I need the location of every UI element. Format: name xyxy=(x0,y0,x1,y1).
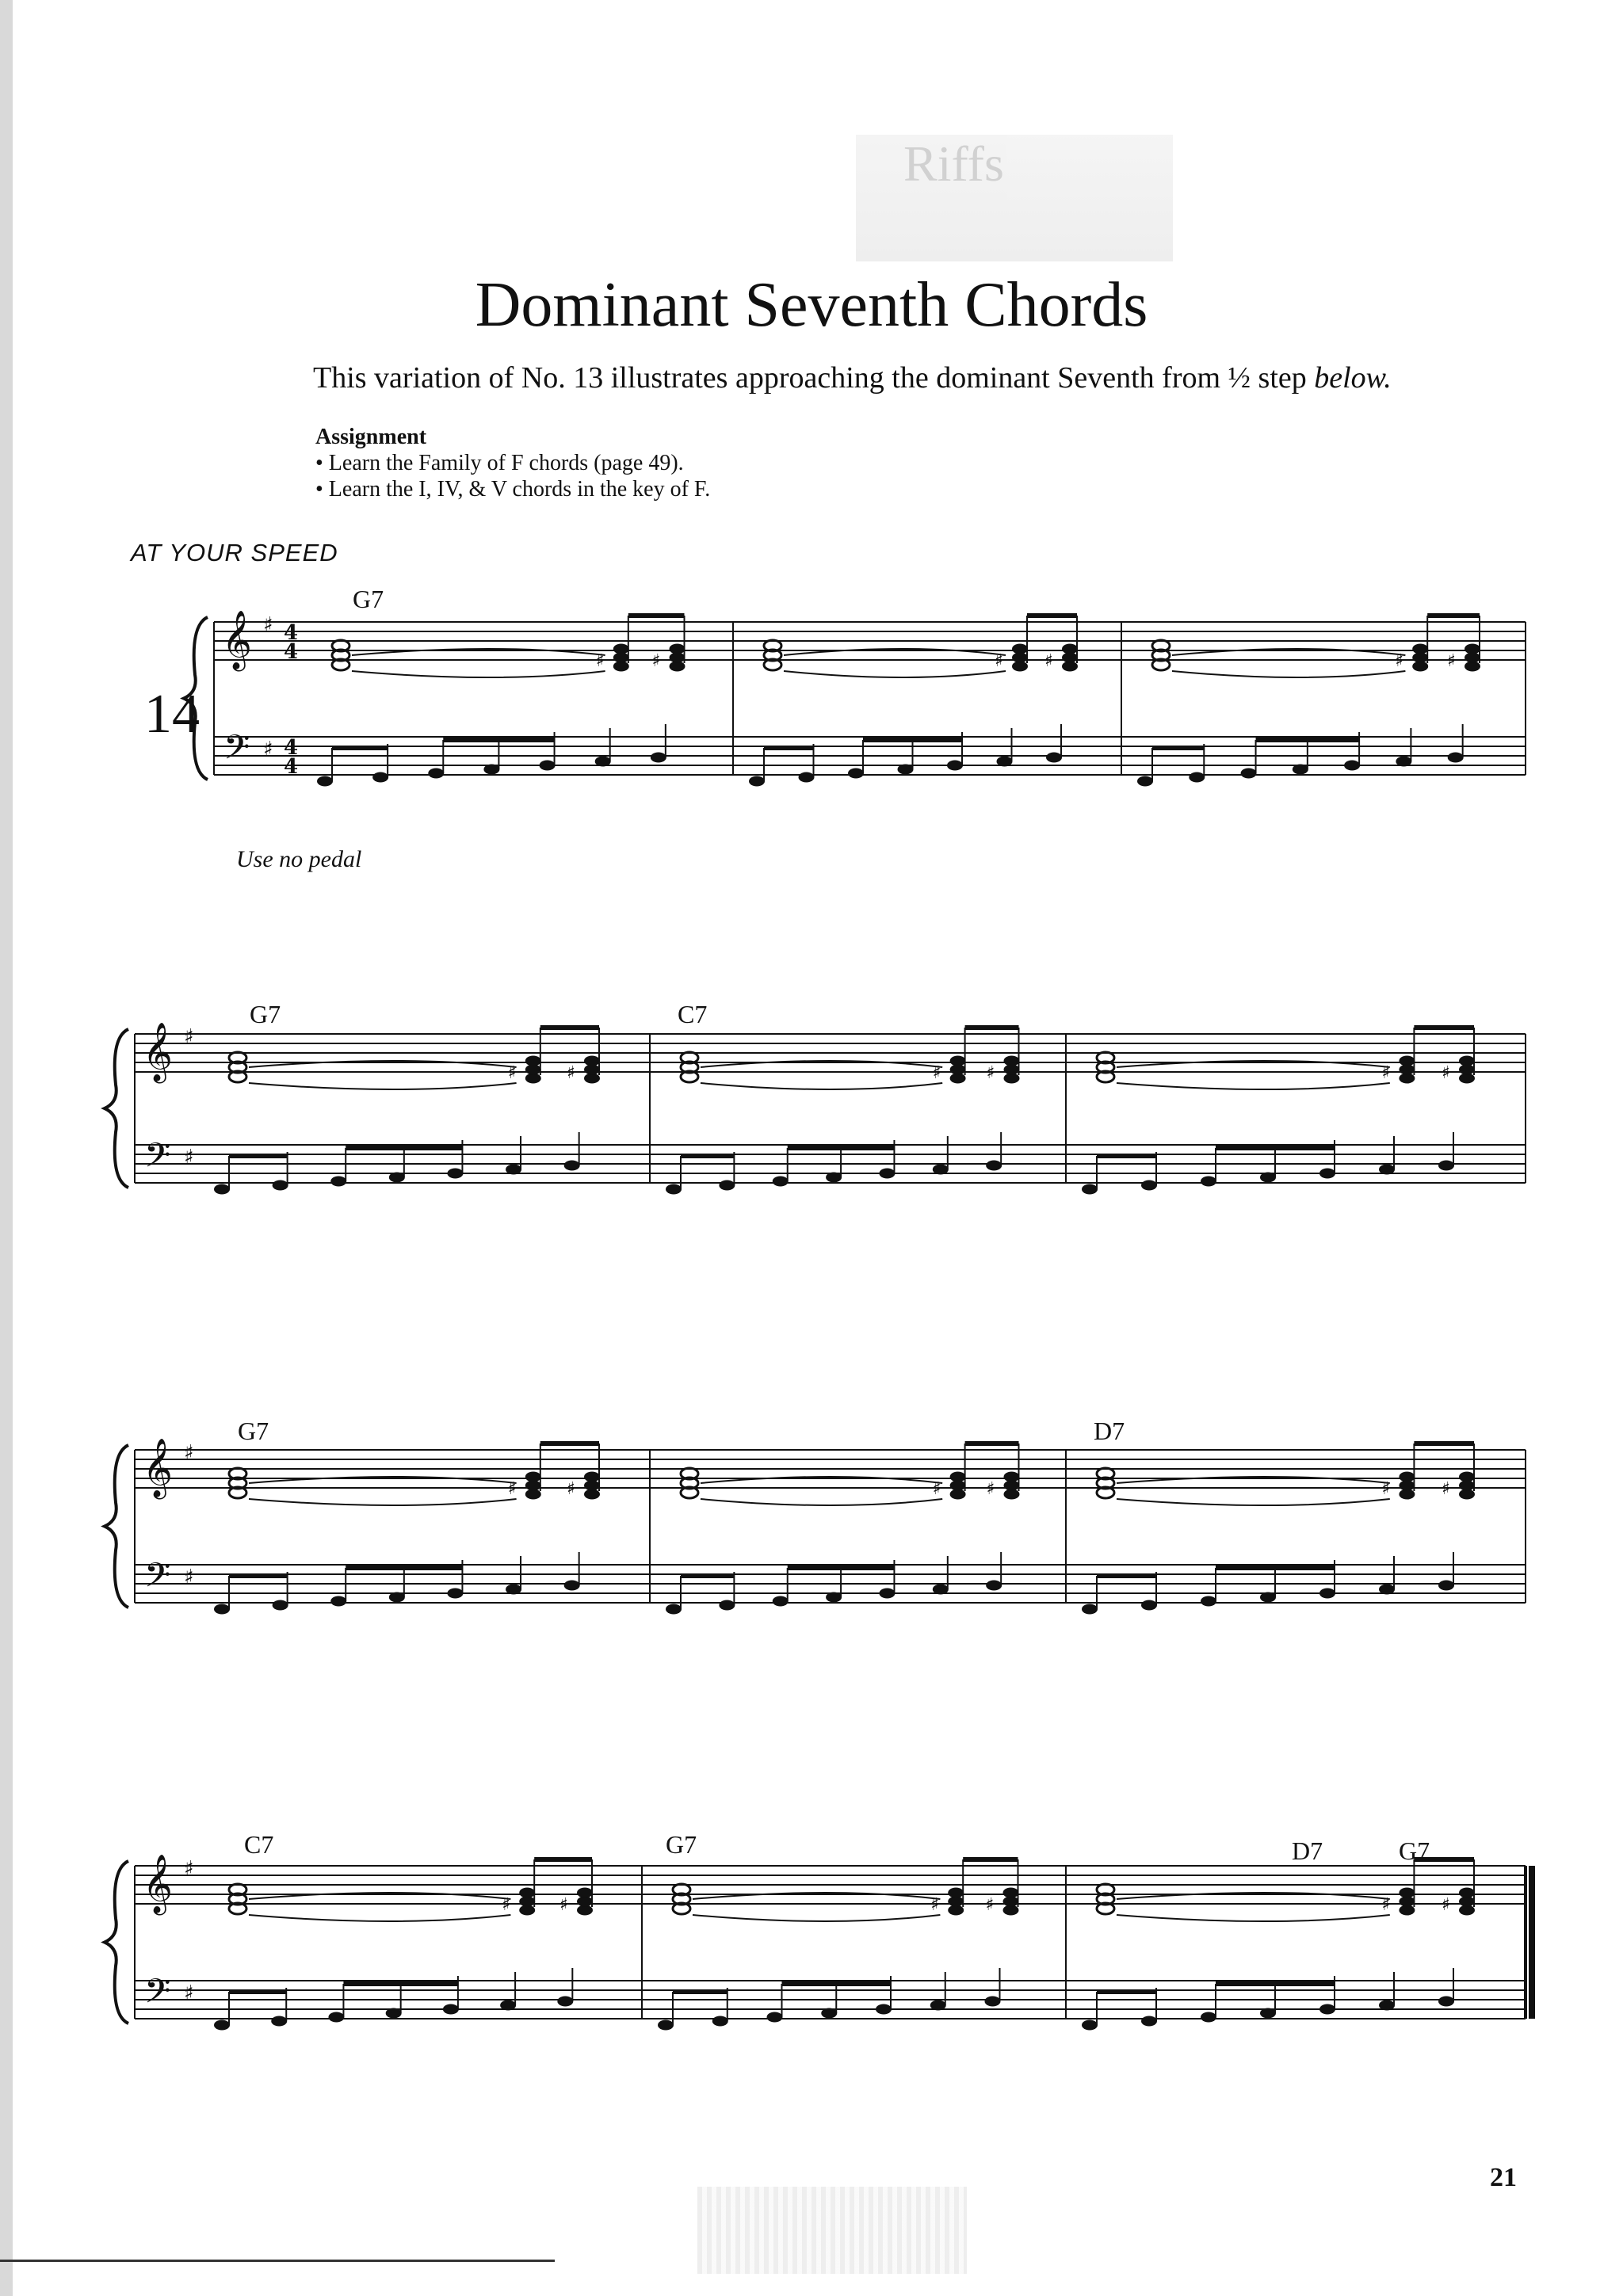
system-brace xyxy=(105,1861,128,2023)
accidental-sharp: ♯ xyxy=(986,1479,995,1499)
bass-note xyxy=(447,1589,463,1599)
chord-note xyxy=(1465,644,1480,654)
key-signature-sharp: ♯ xyxy=(263,738,273,761)
key-signature-sharp: ♯ xyxy=(184,1146,194,1169)
bass-clef: 𝄢 xyxy=(223,728,250,776)
time-signature: 4 xyxy=(284,640,299,664)
bass-note xyxy=(317,776,333,787)
bass-note xyxy=(1137,776,1153,787)
tie xyxy=(1117,1499,1390,1505)
bass-note xyxy=(1396,757,1411,767)
system-brace xyxy=(105,1445,128,1608)
treble-clef: 𝄞 xyxy=(222,611,252,669)
bass-note xyxy=(483,765,499,775)
chord-note xyxy=(1004,1056,1020,1066)
accidental-sharp: ♯ xyxy=(1442,1063,1450,1083)
page-title: Dominant Seventh Chords xyxy=(475,270,1148,340)
chord-symbol: G7 xyxy=(666,1830,697,1859)
accidental-sharp: ♯ xyxy=(595,651,605,671)
bass-note xyxy=(1438,1581,1454,1591)
tie xyxy=(693,1915,940,1921)
system-brace xyxy=(105,1029,128,1188)
pedal-instruction: Use no pedal xyxy=(236,846,362,872)
bass-note xyxy=(214,1184,230,1195)
bass-note xyxy=(1293,765,1308,775)
chord-note xyxy=(519,1888,535,1898)
bass-note xyxy=(1082,1604,1098,1615)
bass-note xyxy=(1344,761,1360,771)
tie xyxy=(1172,671,1405,677)
bass-note xyxy=(986,1581,1002,1591)
bass-note xyxy=(879,1169,895,1179)
accidental-sharp: ♯ xyxy=(932,1063,941,1083)
bass-note xyxy=(428,769,444,779)
bass-note xyxy=(933,1585,949,1595)
tie xyxy=(1117,1083,1390,1089)
chord-note xyxy=(1399,1472,1415,1482)
accidental-sharp: ♯ xyxy=(1447,651,1456,671)
bass-note xyxy=(271,2016,287,2027)
bass-note xyxy=(1319,2004,1335,2015)
bass-note xyxy=(1260,2008,1276,2019)
bass-note xyxy=(1379,1585,1395,1595)
chord-note xyxy=(950,1056,966,1066)
chord-note xyxy=(613,644,629,654)
bass-note xyxy=(767,2012,783,2023)
intro-text-main: This variation of No. 13 illustrates approaching the dominant Seventh from ½ step xyxy=(313,361,1307,395)
tie xyxy=(352,671,605,677)
assignment-item: • Learn the Family of F chords (page 49). xyxy=(315,451,684,475)
bass-note xyxy=(1201,1177,1216,1187)
chord-note xyxy=(1412,644,1428,654)
bass-note xyxy=(447,1169,463,1179)
chord-note xyxy=(670,644,685,654)
bass-note xyxy=(1201,2012,1216,2023)
tie xyxy=(784,671,1006,677)
bass-note xyxy=(719,1180,735,1191)
bass-note xyxy=(658,2020,674,2031)
bass-note xyxy=(330,1177,346,1187)
bass-note xyxy=(1448,753,1464,763)
chord-note xyxy=(948,1888,964,1898)
chord-note xyxy=(1399,1056,1415,1066)
chord-note xyxy=(1459,1888,1475,1898)
time-signature: 4 xyxy=(284,736,299,760)
key-signature-sharp: ♯ xyxy=(184,1441,194,1465)
bass-note xyxy=(933,1165,949,1175)
bass-note xyxy=(214,1604,230,1615)
bass-note xyxy=(540,761,556,771)
bass-note xyxy=(273,1600,288,1611)
bass-note xyxy=(986,1161,1002,1171)
accidental-sharp: ♯ xyxy=(1442,1479,1450,1499)
bass-note xyxy=(372,772,388,783)
intro-text-emphasis: below. xyxy=(1314,361,1392,395)
tie xyxy=(701,1499,942,1505)
accidental-sharp: ♯ xyxy=(1381,1895,1391,1915)
tempo-marking: AT YOUR SPEED xyxy=(131,539,338,566)
bass-note xyxy=(985,1997,1001,2007)
bass-note xyxy=(1141,2016,1157,2027)
key-signature-sharp: ♯ xyxy=(184,1566,194,1589)
exercise-number: 14 xyxy=(144,684,200,745)
chord-note xyxy=(525,1056,541,1066)
key-signature-sharp: ♯ xyxy=(184,1857,194,1881)
chord-symbol: G7 xyxy=(238,1417,269,1445)
bass-note xyxy=(1082,1184,1098,1195)
bass-note xyxy=(1379,1165,1395,1175)
bass-note xyxy=(1201,1596,1216,1607)
accidental-sharp: ♯ xyxy=(985,1895,995,1915)
bass-note xyxy=(389,1592,405,1603)
bass-note xyxy=(848,769,864,779)
accidental-sharp: ♯ xyxy=(1044,651,1053,671)
bass-note xyxy=(651,753,666,763)
assignment-heading: Assignment xyxy=(315,425,427,449)
bass-note xyxy=(719,1600,735,1611)
chord-symbol: G7 xyxy=(250,1000,281,1028)
bass-note xyxy=(947,761,963,771)
chord-note xyxy=(1459,1472,1475,1482)
accidental-sharp: ♯ xyxy=(507,1063,517,1083)
bass-note xyxy=(1260,1173,1276,1183)
chord-note xyxy=(584,1472,600,1482)
chord-symbol: G7 xyxy=(1399,1836,1430,1865)
tie xyxy=(701,1083,942,1089)
chord-note xyxy=(1003,1888,1019,1898)
bass-note xyxy=(826,1592,842,1603)
bass-note xyxy=(997,757,1013,767)
bass-note xyxy=(557,1997,573,2007)
bass-note xyxy=(1141,1180,1157,1191)
bass-note xyxy=(273,1180,288,1191)
chord-symbol: D7 xyxy=(1292,1836,1323,1865)
key-signature-sharp: ♯ xyxy=(184,1025,194,1049)
accidental-sharp: ♯ xyxy=(930,1895,939,1915)
accidental-sharp: ♯ xyxy=(567,1479,575,1499)
bass-note xyxy=(749,776,765,787)
accidental-sharp: ♯ xyxy=(559,1895,568,1915)
accidental-sharp: ♯ xyxy=(932,1479,941,1499)
bass-note xyxy=(214,2020,230,2031)
bass-note xyxy=(1082,2020,1098,2031)
tie xyxy=(249,1499,517,1505)
page-number: 21 xyxy=(1490,2163,1517,2192)
tie xyxy=(1117,1915,1390,1921)
chord-note xyxy=(584,1056,600,1066)
bass-note xyxy=(1046,753,1062,763)
bass-note xyxy=(595,757,611,767)
bass-note xyxy=(773,1177,789,1187)
bass-note xyxy=(773,1596,789,1607)
bass-note xyxy=(876,2004,892,2015)
treble-clef: 𝄞 xyxy=(143,1023,173,1081)
bass-note xyxy=(826,1173,842,1183)
chord-note xyxy=(1004,1472,1020,1482)
bass-note xyxy=(564,1581,580,1591)
bass-clef: 𝄢 xyxy=(144,1972,171,2019)
bass-note xyxy=(1438,1997,1454,2007)
bass-note xyxy=(506,1585,521,1595)
accidental-sharp: ♯ xyxy=(1395,651,1403,671)
chord-note xyxy=(577,1888,593,1898)
accidental-sharp: ♯ xyxy=(651,651,661,671)
bass-note xyxy=(712,2016,728,2027)
bass-note xyxy=(879,1589,895,1599)
bass-note xyxy=(821,2008,837,2019)
bass-note xyxy=(506,1165,521,1175)
bass-note xyxy=(1260,1592,1276,1603)
bass-clef: 𝄢 xyxy=(144,1556,171,1604)
accidental-sharp: ♯ xyxy=(567,1063,575,1083)
chord-note xyxy=(525,1472,541,1482)
bass-note xyxy=(898,765,914,775)
bass-note xyxy=(930,2000,946,2011)
bass-note xyxy=(1319,1169,1335,1179)
bass-note xyxy=(1319,1589,1335,1599)
bass-note xyxy=(443,2004,459,2015)
bass-note xyxy=(386,2008,402,2019)
chord-symbol: G7 xyxy=(353,585,384,613)
chord-symbol: C7 xyxy=(678,1000,708,1028)
accidental-sharp: ♯ xyxy=(995,651,1003,671)
chord-note xyxy=(950,1472,966,1482)
bass-note xyxy=(564,1161,580,1171)
treble-clef: 𝄞 xyxy=(143,1439,173,1497)
bass-clef: 𝄢 xyxy=(144,1136,171,1184)
key-signature-sharp: ♯ xyxy=(263,613,273,637)
accidental-sharp: ♯ xyxy=(507,1479,517,1499)
bass-note xyxy=(1189,772,1205,783)
chord-note xyxy=(1012,644,1028,654)
chord-note xyxy=(1062,644,1078,654)
chord-note xyxy=(1399,1888,1415,1898)
accidental-sharp: ♯ xyxy=(1442,1895,1450,1915)
tie xyxy=(249,1915,510,1921)
accidental-sharp: ♯ xyxy=(1381,1063,1391,1083)
accidental-sharp: ♯ xyxy=(1381,1479,1391,1499)
bass-note xyxy=(666,1184,682,1195)
treble-clef: 𝄞 xyxy=(143,1855,173,1913)
bass-note xyxy=(666,1604,682,1615)
bass-note xyxy=(500,2000,516,2011)
accidental-sharp: ♯ xyxy=(502,1895,510,1915)
time-signature: 4 xyxy=(284,755,299,779)
chord-symbol: C7 xyxy=(244,1830,274,1859)
key-signature-sharp: ♯ xyxy=(184,1981,194,2005)
bass-note xyxy=(799,772,815,783)
bass-note xyxy=(389,1173,405,1183)
bass-note xyxy=(328,2012,344,2023)
accidental-sharp: ♯ xyxy=(986,1063,995,1083)
bass-note xyxy=(1438,1161,1454,1171)
bleed-through-smudge: Riffs xyxy=(856,135,1173,261)
tie xyxy=(249,1083,517,1089)
bass-note xyxy=(1241,769,1257,779)
bass-note xyxy=(1379,2000,1395,2011)
assignment-item: • Learn the I, IV, & V chords in the key of F. xyxy=(315,477,711,502)
time-signature: 4 xyxy=(284,621,299,645)
bass-note xyxy=(330,1596,346,1607)
chord-note xyxy=(1459,1056,1475,1066)
chord-symbol: D7 xyxy=(1094,1417,1125,1445)
bass-note xyxy=(1141,1600,1157,1611)
system-brace xyxy=(184,617,208,780)
